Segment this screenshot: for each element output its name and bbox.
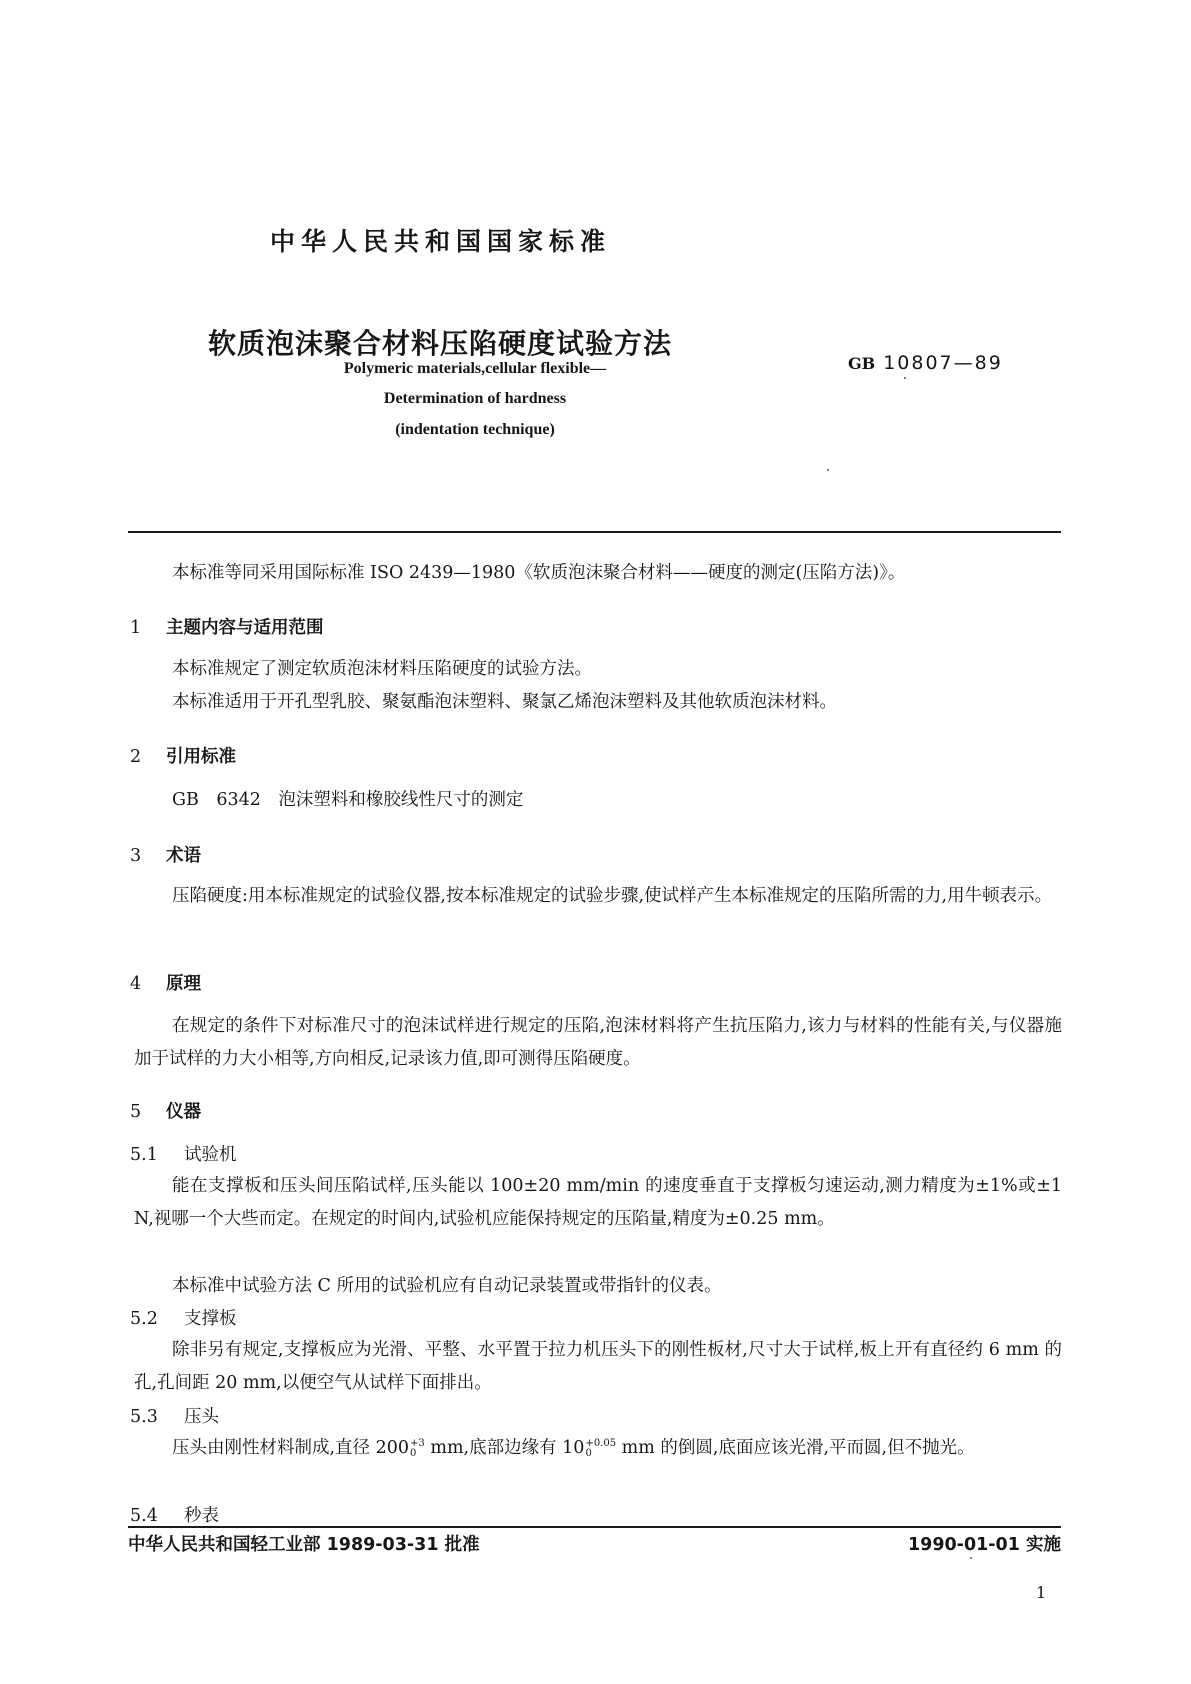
- section-title: 术语: [166, 846, 201, 866]
- subsection-5-1-paragraph: 能在支撑板和压头间压陷试样,压头能以 100±20 mm/min 的速度垂直于支撑板匀速运动,测力精度为±1%或±1 N,视哪一个大些而定。在规定的时间内,试验机应能保持规定的压陷量,精度为±0.25 mm。: [134, 1176, 1062, 1229]
- scan-speck: [827, 469, 829, 471]
- national-standard-heading: 中华人民共和国国家标准: [270, 227, 612, 256]
- page-number: 1: [1036, 1583, 1047, 1602]
- subsection-5-1-heading: [130, 1141, 237, 1166]
- subsection-title: 秒表: [184, 1506, 219, 1526]
- section-1-paragraph-2: 本标准适用于开孔型乳胶、聚氨酯泡沫塑料、聚氯乙烯泡沫塑料及其他软质泡沫材料。: [172, 692, 837, 712]
- header-divider: [128, 531, 1061, 533]
- effective-date: 1990-01-01 实施: [907, 1535, 1061, 1555]
- subsection-title: 支撑板: [184, 1309, 237, 1329]
- tolerance-200: [410, 1439, 425, 1459]
- standard-code-prefix: GB: [848, 354, 876, 373]
- subsection-number: 5.2: [130, 1309, 158, 1329]
- subsection-number: 5.1: [130, 1145, 158, 1165]
- section-3-heading: [130, 842, 201, 867]
- section-number: 4: [130, 974, 142, 994]
- subsection-number: 5.4: [130, 1506, 158, 1526]
- section-1-heading: [130, 614, 324, 639]
- document-title: 软质泡沫聚合材料压陷硬度试验方法: [208, 327, 673, 360]
- subsection-title: 试验机: [184, 1145, 237, 1165]
- section-2-reference: GB 6342 泡沫塑料和橡胶线性尺寸的测定: [172, 790, 524, 810]
- section-number: 1: [130, 618, 142, 638]
- section-title: 原理: [166, 974, 201, 994]
- footer-divider: [128, 1526, 1061, 1528]
- section-title: 主题内容与适用范围: [166, 618, 324, 638]
- text-run: mm 的倒圆,底面应该光滑,平而圆,但不抛光。: [616, 1438, 975, 1458]
- section-5-heading: [130, 1098, 201, 1123]
- section-number: 3: [130, 846, 142, 866]
- subsection-5-2-heading: [130, 1305, 237, 1330]
- section-3-paragraph: 压陷硬度:用本标准规定的试验仪器,按本标准规定的试验步骤,使试样产生本标准规定的压陷所需的力,用牛顿表示。: [172, 886, 1053, 906]
- tolerance-10: [585, 1439, 616, 1459]
- tolerance-upper: +3: [410, 1437, 425, 1449]
- scan-speck: [904, 377, 906, 379]
- tolerance-lower: 0: [410, 1447, 417, 1459]
- subsection-5-1-note: 本标准中试验方法 C 所用的试验机应有自动记录装置或带指针的仪表。: [172, 1276, 722, 1296]
- subsection-number: 5.3: [130, 1407, 158, 1427]
- english-title-line-2: Determination of hardness: [383, 390, 567, 407]
- section-number: 5: [130, 1102, 142, 1122]
- text-run: mm,底部边缘有 10: [424, 1438, 585, 1458]
- english-title-line-3: (indentation technique): [395, 421, 555, 438]
- subsection-5-3-paragraph: [134, 1432, 1062, 1465]
- tolerance-upper: +0.05: [585, 1437, 617, 1449]
- approval-line: 中华人民共和国轻工业部 1989-03-31 批准: [128, 1535, 480, 1555]
- section-2-heading: [130, 743, 236, 768]
- english-title-line-1: Polymeric materials,cellular flexible—: [343, 360, 607, 377]
- subsection-title: 压头: [184, 1407, 219, 1427]
- tolerance-lower: 0: [585, 1447, 592, 1459]
- standard-code: [848, 352, 1003, 374]
- section-title: 仪器: [166, 1102, 201, 1122]
- standard-code-number: 10807—89: [883, 352, 1003, 374]
- subsection-5-3-heading: [130, 1403, 219, 1428]
- subsection-5-2-paragraph: 除非另有规定,支撑板应为光滑、平整、水平置于拉力机压头下的刚性板材,尺寸大于试样,板上开有直径约 6 mm 的孔,孔间距 20 mm,以便空气从试样下面排出。: [134, 1340, 1062, 1393]
- subsection-5-4-heading: [130, 1502, 219, 1527]
- section-4-paragraph: 在规定的条件下对标准尺寸的泡沫试样进行规定的压陷,泡沫材料将产生抗压陷力,该力与材料的性能有关,与仪器施加于试样的力大小相等,方向相反,记录该力值,即可测得压陷硬度。: [134, 1016, 1062, 1069]
- scan-speck: [970, 1557, 972, 1559]
- text-run: 压头由刚性材料制成,直径 200: [172, 1438, 410, 1458]
- section-1-paragraph-1: 本标准规定了测定软质泡沫材料压陷硬度的试验方法。: [172, 659, 592, 679]
- section-title: 引用标准: [166, 747, 236, 767]
- section-4-heading: [130, 970, 201, 995]
- section-number: 2: [130, 747, 142, 767]
- intro-paragraph: 本标准等同采用国际标准 ISO 2439—1980《软质泡沫聚合材料——硬度的测定(压陷方法)》。: [172, 563, 906, 583]
